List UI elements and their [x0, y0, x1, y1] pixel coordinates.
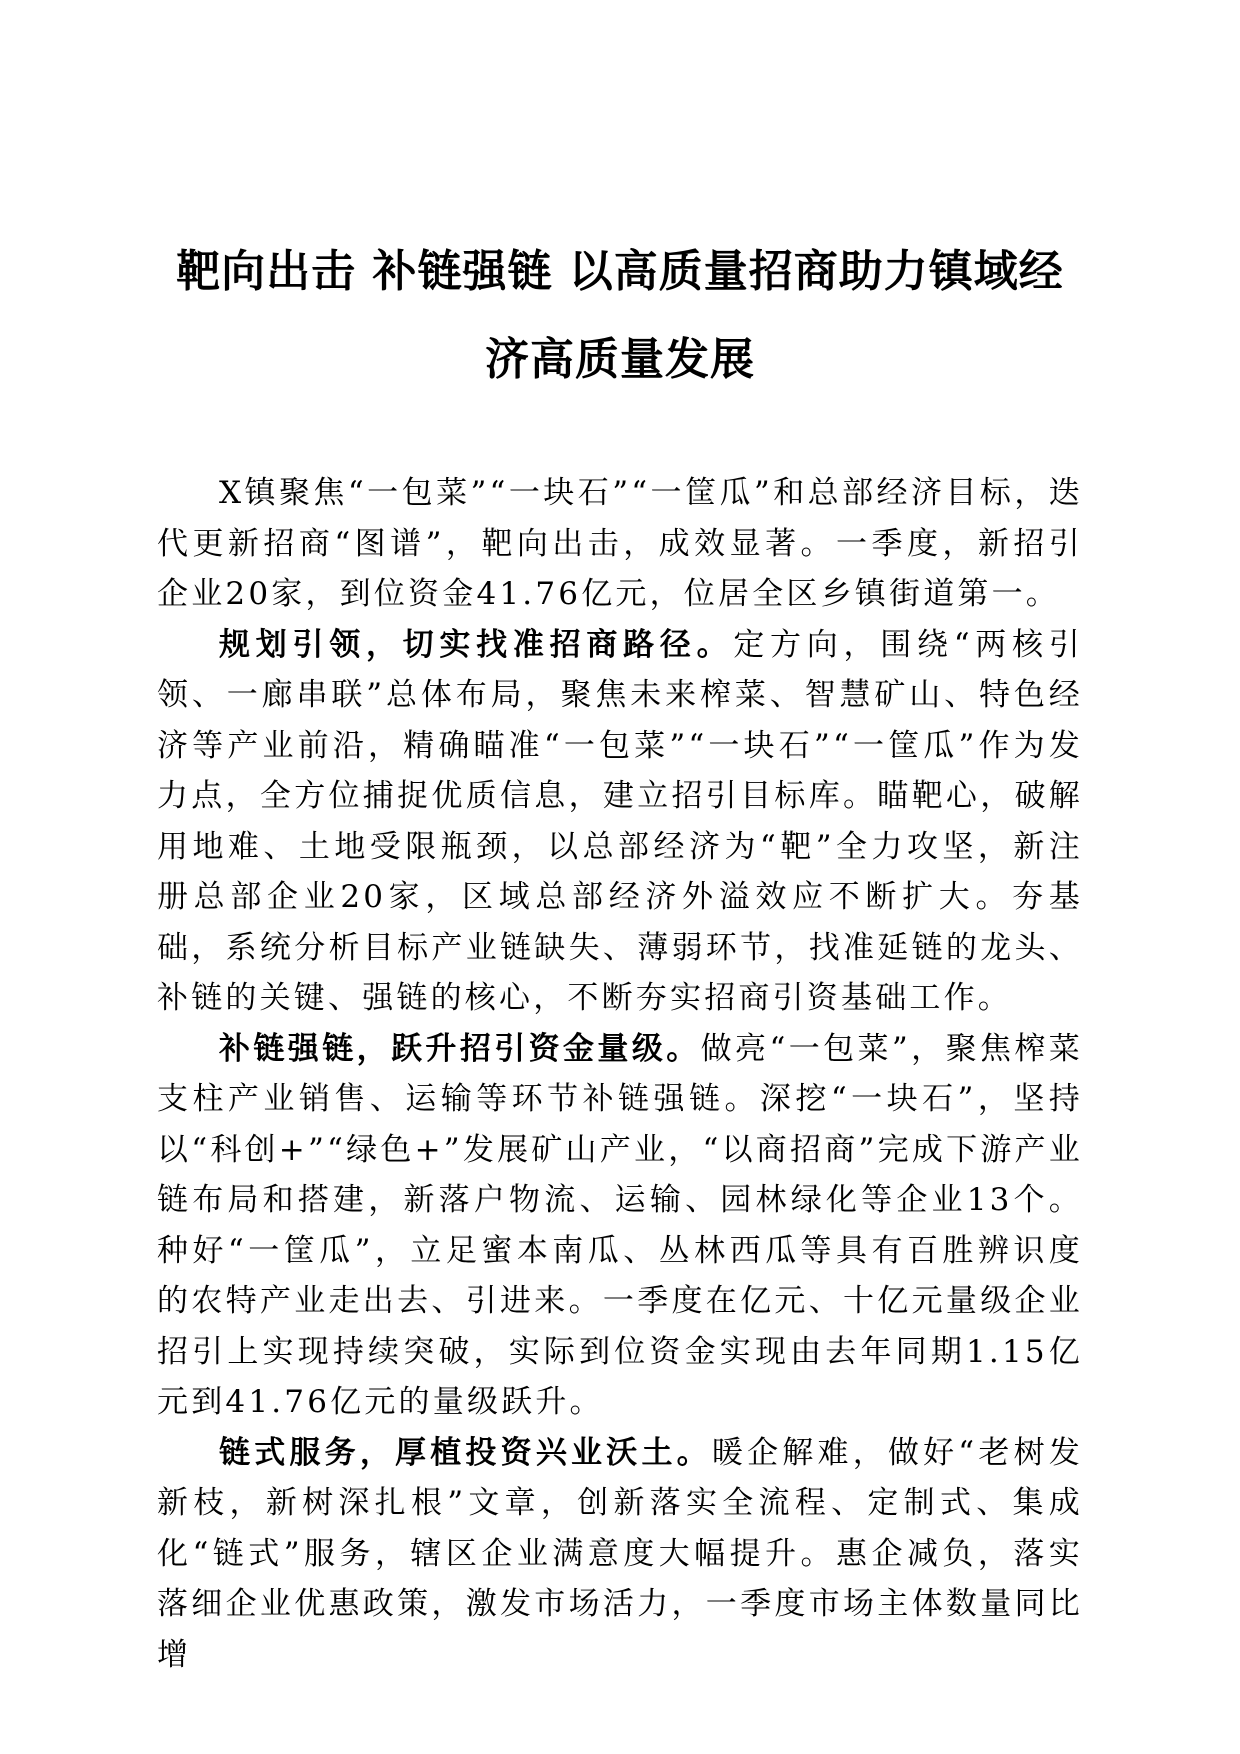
paragraph-text: 暖企解难，做好“老树发新枝，新树深扎根”文章，创新落实全流程、定制式、集成化“链式”服务，辖区企业满意度大幅提升。惠企减负，落实落细企业优惠政策，激发市场活力，一季度市场主体数量同比增 [157, 1434, 1083, 1673]
document-body [157, 468, 1083, 1680]
document-page [157, 0, 1083, 1754]
paragraph-lead: 链式服务，厚植投资兴业沃土。 [219, 1434, 712, 1471]
paragraph-lead: 补链强链，跃升招引资金量级。 [219, 1030, 701, 1067]
document-title [157, 228, 1083, 404]
paragraph-text: X镇聚焦“一包菜”“一块石”“一筐瓜”和总部经济目标，迭代更新招商“图谱”，靶向出击，成效显著。一季度，新招引企业20家，到位资金41.76亿元，位居全区乡镇街道第一。 [157, 475, 1083, 612]
paragraph-text: 做亮“一包菜”，聚焦榨菜支柱产业销售、运输等环节补链强链。深挖“一块石”，坚持以“科创+”“绿色+”发展矿山产业，“以商招商”完成下游产业链布局和搭建，新落户物流、运输、园林绿化等企业13个。种好“一筐瓜”，立足蜜本南瓜、丛林西瓜等具有百胜辨识度的农特产业走出去、引进来。一季度在亿元、十亿元量级企业招引上实现持续突破，实际到位资金实现由去年同期1.15亿元到41.76亿元的量级跃升。 [157, 1030, 1083, 1420]
service-paragraph [157, 1428, 1083, 1681]
planning-paragraph [157, 620, 1083, 1024]
paragraph-text: 定方向，围绕“两核引领、一廊串联”总体布局，聚焦未来榨菜、智慧矿山、特色经济等产业前沿，精确瞄准“一包菜”“一块石”“一筐瓜”作为发力点，全方位捕捉优质信息，建立招引目标库。瞄靶心，破解用地难、土地受限瓶颈，以总部经济为“靶”全力攻坚，新注册总部企业20家，区域总部经济外溢效应不断扩大。夯基础，系统分析目标产业链缺失、薄弱环节，找准延链的龙头、补链的关键、强链的核心，不断夯实招商引资基础工作。 [157, 626, 1083, 1016]
intro-paragraph [157, 468, 1083, 620]
chain-paragraph [157, 1024, 1083, 1428]
title-line-1: 靶向出击 补链强链 以高质量招商助力镇域经 [176, 246, 1064, 297]
title-line-2: 济高质量发展 [485, 334, 755, 385]
paragraph-lead: 规划引领，切实找准招商路径。 [219, 626, 734, 663]
